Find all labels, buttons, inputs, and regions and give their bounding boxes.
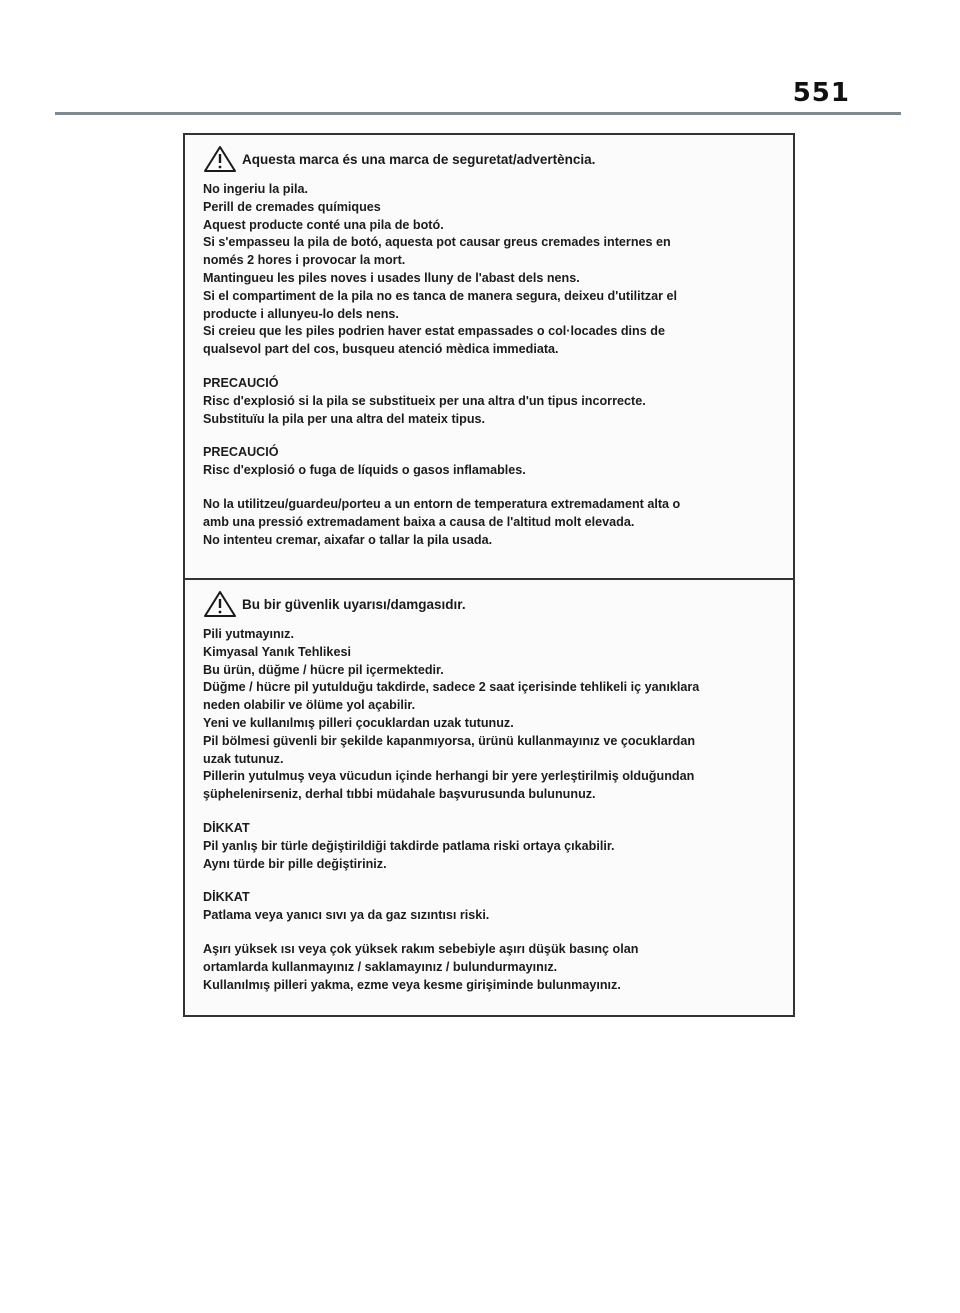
turkish-heading-row bbox=[203, 588, 775, 620]
catalan-intro-line: No ingeriu la pila. bbox=[203, 182, 308, 196]
turkish-closing-line: Kullanılmış pilleri yakma, ezme veya kesme girişiminde bulunmayınız. bbox=[203, 977, 621, 992]
warning-triangle-icon bbox=[203, 145, 237, 173]
turkish-closing-line: ortamlarda kullanmayınız / saklamayınız / bulundurmayınız. bbox=[203, 959, 558, 974]
catalan-caution-title: PRECAUCIÓ bbox=[203, 445, 279, 460]
turkish-heading: Bu bir güvenlik uyarısı/damgasıdır. bbox=[242, 596, 466, 612]
catalan-closing-line: amb una pressió extremadament baixa a causa de l'altitud molt elevada. bbox=[203, 514, 635, 529]
turkish-intro-line: Bu ürün, düğme / hücre pil içermektedir. bbox=[203, 662, 444, 677]
catalan-intro-line: només 2 hores i provocar la mort. bbox=[203, 253, 406, 268]
battery-warning-box bbox=[183, 133, 795, 1017]
catalan-intro-line: Si el compartiment de la pila no es tanca de manera segura, deixeu d'utilitzar el bbox=[203, 288, 678, 303]
catalan-closing-line: No intenteu cremar, aixafar o tallar la pila usada. bbox=[203, 532, 493, 547]
turkish-intro-line: Yeni ve kullanılmış pilleri çocuklardan uzak tutunuz. bbox=[203, 715, 514, 730]
turkish-intro-line: Kimyasal Yanık Tehlikesi bbox=[203, 644, 351, 659]
turkish-warning-section bbox=[185, 578, 793, 1017]
turkish-intro-line: Pil bölmesi güvenli bir şekilde kapanmıyorsa, ürünü kullanmayınız ve çocuklardan bbox=[203, 733, 696, 748]
catalan-intro-line: Perill de cremades químiques bbox=[203, 199, 381, 214]
catalan-heading: Aquesta marca és una marca de seguretat/advertència. bbox=[242, 151, 596, 167]
turkish-intro-line: Düğme / hücre pil yutulduğu takdirde, sadece 2 saat içerisinde tehlikeli iç yanıklara bbox=[203, 680, 700, 695]
catalan-intro-line: producte i allunyeu-lo dels nens. bbox=[203, 306, 399, 321]
page-number: 551 bbox=[792, 78, 850, 108]
catalan-caution-line: Substituïu la pila per una altra del mateix tipus. bbox=[203, 411, 486, 426]
catalan-closing-line: No la utilitzeu/guardeu/porteu a un entorn de temperatura extremadament alta o bbox=[203, 496, 681, 511]
turkish-caution-line: Patlama veya yanıcı sıvı ya da gaz sızıntısı riski. bbox=[203, 908, 490, 923]
turkish-intro-line: uzak tutunuz. bbox=[203, 751, 284, 766]
catalan-intro-line: Mantingueu les piles noves i usades lluny de l'abast dels nens. bbox=[203, 270, 580, 285]
warning-triangle-icon bbox=[203, 590, 237, 618]
catalan-intro-line: qualsevol part del cos, busqueu atenció mèdica immediata. bbox=[203, 342, 559, 357]
catalan-heading-row bbox=[203, 143, 775, 175]
catalan-intro-line: Aquest producte conté una pila de botó. bbox=[203, 217, 444, 232]
turkish-caution-line: Aynı türde bir pille değiştiriniz. bbox=[203, 856, 387, 871]
turkish-caution-line: Pil yanlış bir türle değiştirildiği takdirde patlama riski ortaya çıkabilir. bbox=[203, 838, 615, 853]
turkish-intro-line: neden olabilir ve ölüme yol açabilir. bbox=[203, 698, 416, 713]
catalan-intro-line: Si s'empasseu la pila de botó, aquesta pot causar greus cremades internes en bbox=[203, 235, 671, 250]
turkish-closing-line: Aşırı yüksek ısı veya çok yüksek rakım sebebiyle aşırı düşük basınç olan bbox=[203, 941, 639, 956]
catalan-intro-line: Si creieu que les piles podrien haver estat empassades o col·locades dins de bbox=[203, 324, 665, 339]
turkish-intro-line: şüphelenirseniz, derhal tıbbi müdahale başvurusunda bulununuz. bbox=[203, 787, 596, 802]
header-rule bbox=[55, 112, 901, 115]
catalan-caution-line: Risc d'explosió o fuga de líquids o gasos inflamables. bbox=[203, 463, 526, 478]
catalan-caution-title: PRECAUCIÓ bbox=[203, 375, 279, 390]
catalan-warning-section bbox=[185, 135, 793, 578]
turkish-caution-title: DİKKAT bbox=[203, 890, 250, 905]
catalan-caution-line: Risc d'explosió si la pila se substitueix per una altra d'un tipus incorrecte. bbox=[203, 393, 646, 408]
turkish-caution-title: DİKKAT bbox=[203, 820, 250, 835]
turkish-intro-line: Pili yutmayınız. bbox=[203, 627, 294, 641]
turkish-intro-line: Pillerin yutulmuş veya vücudun içinde herhangi bir yere yerleştirilmiş olduğundan bbox=[203, 769, 695, 784]
